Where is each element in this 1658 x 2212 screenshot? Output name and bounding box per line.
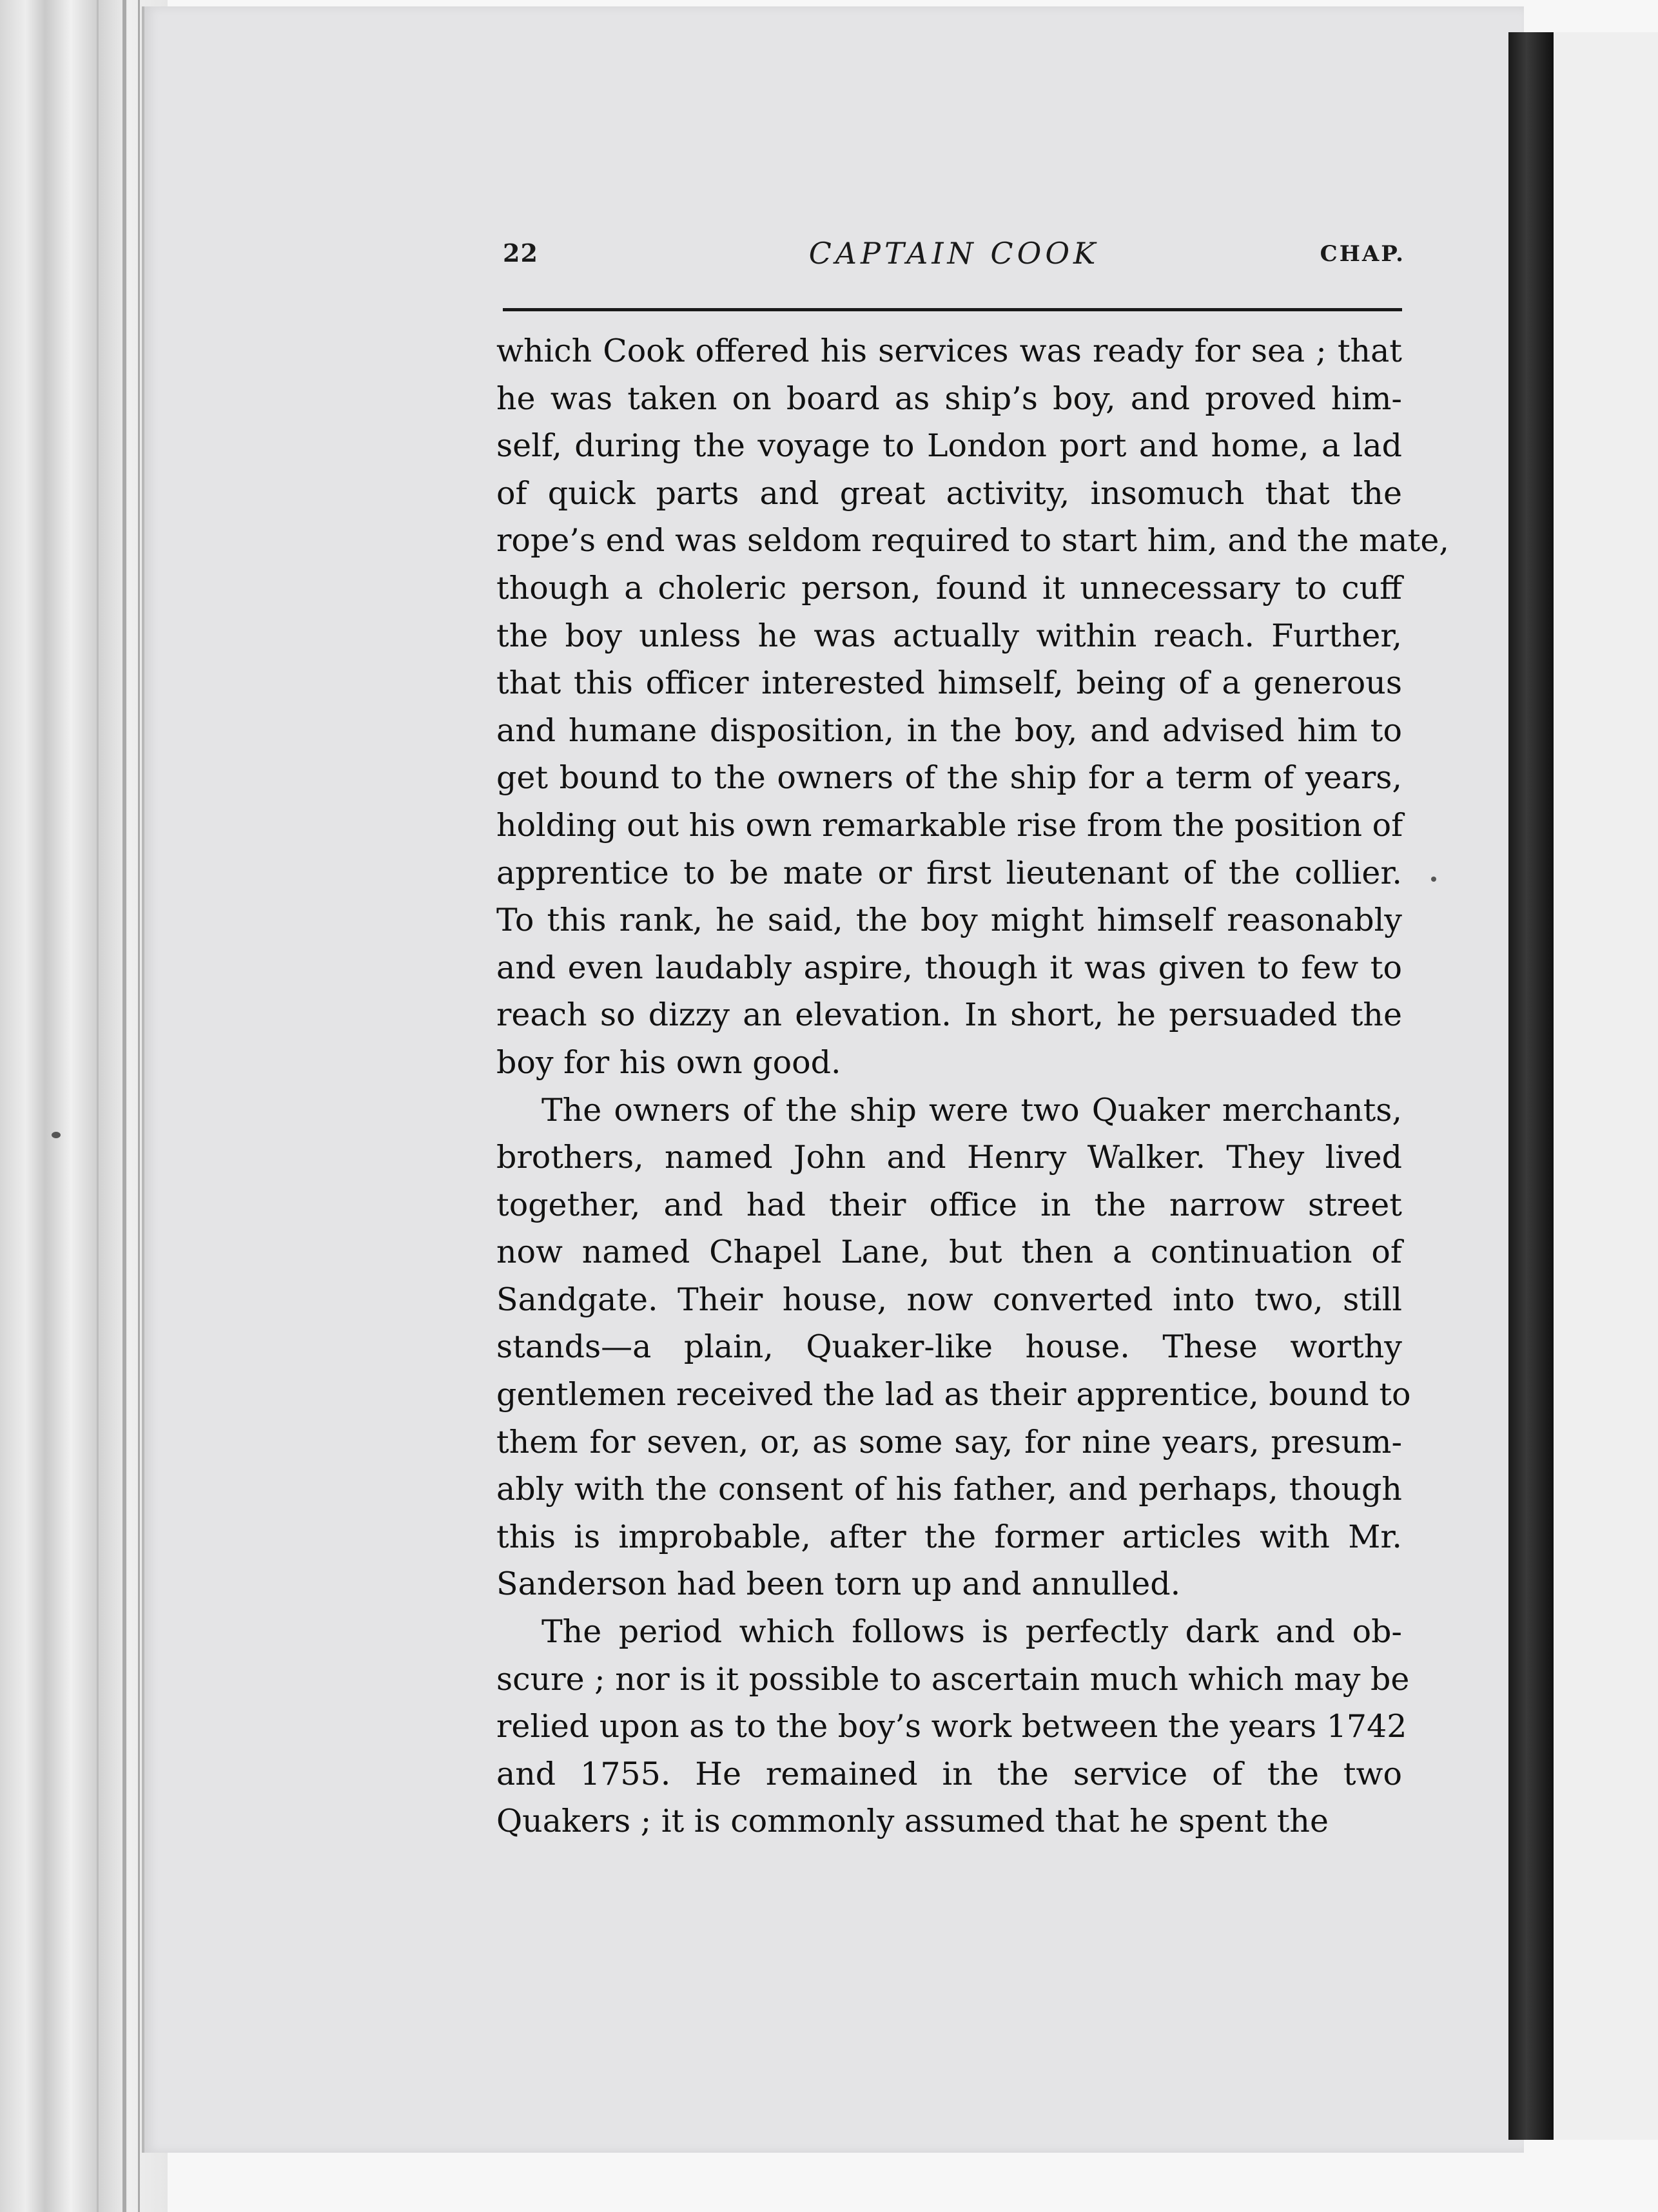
- text-line: that this officer interested himself, being of a generous: [496, 665, 1402, 702]
- page-number: 22: [503, 238, 538, 267]
- paragraph: [496, 1608, 1410, 1845]
- text-line: together, and had their office in the narrow street: [496, 1186, 1402, 1223]
- text-line: of quick parts and great activity, insomuch that the: [496, 474, 1402, 512]
- text-line: scure ; nor is it possible to ascertain much which may be: [496, 1660, 1410, 1698]
- text-line: and humane disposition, in the boy, and advised him to: [496, 712, 1402, 749]
- page-edge-line: [97, 0, 99, 2212]
- text-line: apprentice to be mate or first lieutenant of the collier.: [496, 854, 1402, 891]
- text-line: Quakers ; it is commonly assumed that he spent the: [496, 1803, 1329, 1840]
- text-line: ably with the consent of his father, and perhaps, though: [496, 1471, 1402, 1508]
- text-line: which Cook offered his services was ready for sea ; that: [496, 333, 1402, 369]
- running-title: CAPTAIN COOK: [808, 236, 1100, 271]
- text-line: holding out his own remarkable rise from the position of: [496, 806, 1403, 844]
- page-edge-line: [122, 0, 126, 2212]
- text-line: though a choleric person, found it unnecessary to cuff: [496, 569, 1402, 606]
- text-line: The owners of the ship were two Quaker merchants,: [541, 1091, 1402, 1129]
- text-line: this is improbable, after the former articles with Mr.: [496, 1518, 1402, 1555]
- text-line: stands—a plain, Quaker-like house. These worthy: [496, 1328, 1402, 1366]
- text-line: now named Chapel Lane, but then a continuation of: [496, 1234, 1402, 1271]
- text-line: rope’s end was seldom required to start him, and the mate,: [496, 522, 1449, 559]
- paragraph: [496, 1087, 1411, 1609]
- text-line: get bound to the owners of the ship for a term of years,: [496, 759, 1402, 797]
- text-line: he was taken on board as ship’s boy, and proved him-: [496, 380, 1402, 417]
- page-edge-line: [138, 0, 140, 2212]
- scan-speck: [1431, 877, 1436, 882]
- text-line: brothers, named John and Henry Walker. They lived: [496, 1139, 1402, 1176]
- text-line: and 1755. He remained in the service of the two: [496, 1755, 1402, 1792]
- text-line: Sanderson had been torn up and annulled.: [496, 1566, 1181, 1603]
- scan-speck: [52, 1132, 61, 1138]
- book-binding: [1508, 32, 1554, 2140]
- text-line: reach so dizzy an elevation. In short, he persuaded the: [496, 996, 1402, 1034]
- paragraph: [496, 327, 1449, 1087]
- text-line: relied upon as to the boy’s work between the years 1742: [496, 1708, 1407, 1745]
- header-rule: [503, 308, 1402, 311]
- body-text: [496, 327, 1449, 1845]
- text-line: self, during the voyage to London port and home, a lad: [496, 427, 1402, 465]
- text-line: them for seven, or, as some say, for nine years, presum-: [496, 1423, 1402, 1460]
- text-line: gentlemen received the lad as their apprentice, bound to: [496, 1376, 1411, 1413]
- text-line: Sandgate. Their house, now converted into two, still: [496, 1281, 1402, 1318]
- running-head: [503, 238, 1405, 277]
- text-line: The period which follows is perfectly dark and ob-: [541, 1613, 1402, 1651]
- text-line: To this rank, he said, the boy might himself reasonably: [496, 902, 1402, 939]
- chapter-label: CHAP.: [1320, 241, 1405, 267]
- text-line: boy for his own good.: [496, 1043, 841, 1081]
- text-line: the boy unless he was actually within reach. Further,: [496, 617, 1402, 654]
- facing-page-edge: [1554, 32, 1658, 2140]
- text-line: and even laudably aspire, though it was given to few to: [496, 949, 1402, 986]
